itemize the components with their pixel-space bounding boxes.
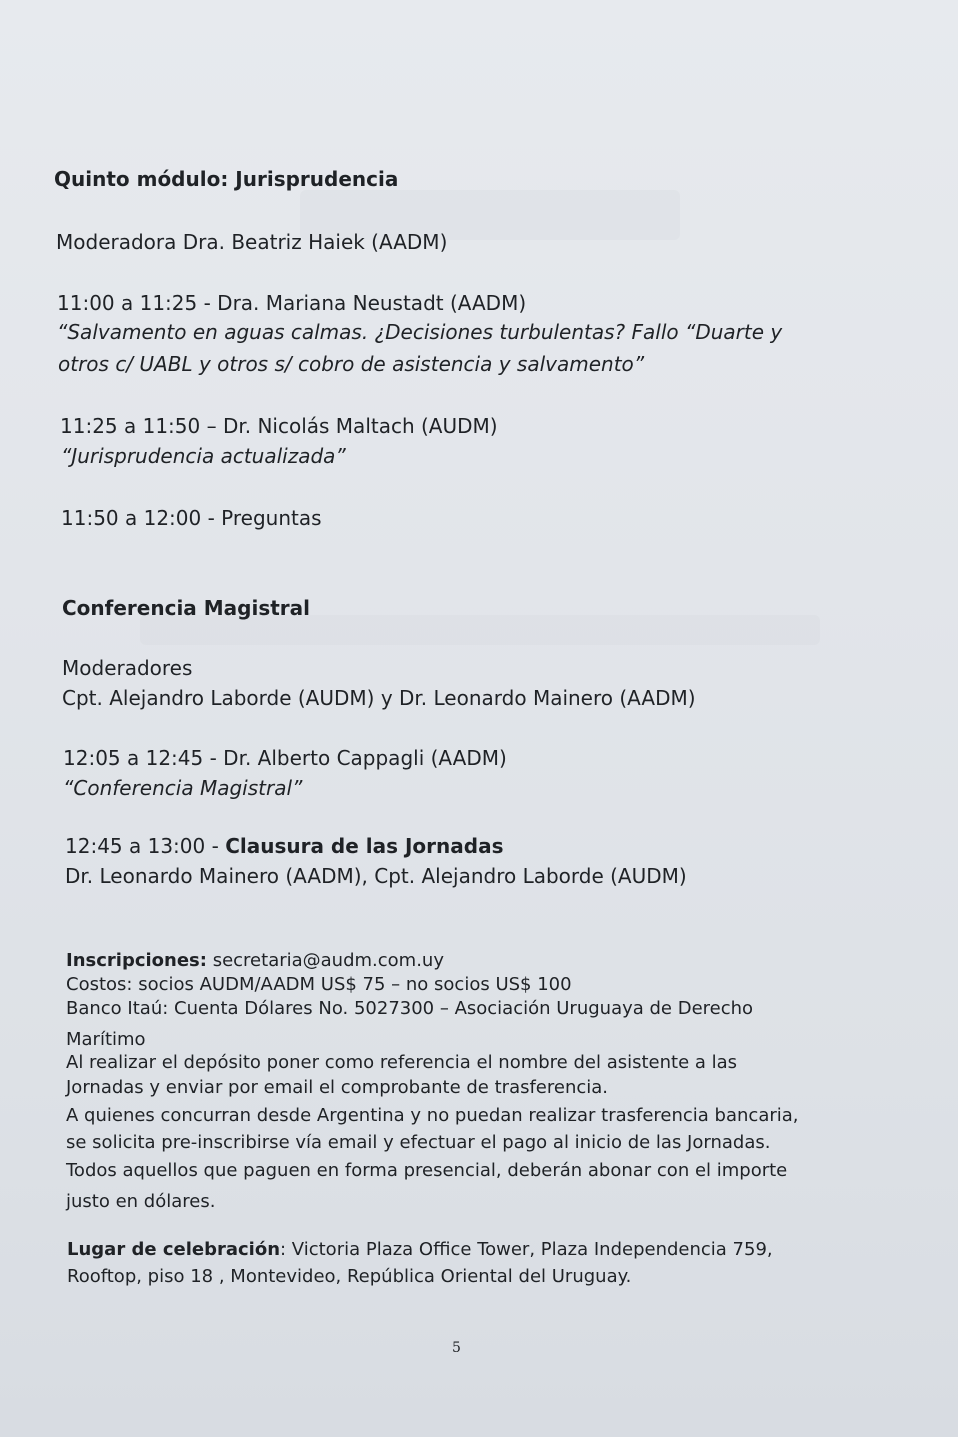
closing-people: Dr. Leonardo Mainero (AADM), Cpt. Alejandro Laborde (AUDM) xyxy=(65,864,687,888)
closing-line xyxy=(65,836,503,856)
venue-line: Rooftop, piso 18 , Montevideo, República Oriental del Uruguay. xyxy=(67,1266,632,1287)
talk-title: “Conferencia Magistral” xyxy=(63,776,303,800)
registration-label: Inscripciones: xyxy=(66,950,207,971)
deposit-line: Jornadas y enviar por email el comprobante de trasferencia. xyxy=(66,1077,609,1098)
bank-line: Marítimo xyxy=(66,1029,146,1050)
talk-title: “Salvamento en aguas calmas. ¿Decisiones turbulentas? Fallo “Duarte y xyxy=(57,320,783,344)
cash-line: justo en dólares. xyxy=(66,1191,216,1212)
section-heading: Conferencia Magistral xyxy=(62,596,311,620)
section-heading: Quinto módulo: Jurisprudencia xyxy=(54,167,399,191)
venue-label: Lugar de celebración xyxy=(67,1239,281,1260)
bank-line: Banco Itaú: Cuenta Dólares No. 5027300 – Asociación Uruguaya de Derecho xyxy=(66,998,754,1019)
argentina-line: A quienes concurran desde Argentina y no puedan realizar trasferencia bancaria, xyxy=(66,1105,799,1126)
moderators-line: Cpt. Alejandro Laborde (AUDM) y Dr. Leonardo Mainero (AADM) xyxy=(62,686,696,710)
talk-title: otros c/ UABL y otros s/ cobro de asistencia y salvamento” xyxy=(58,352,645,376)
questions-line: 11:50 a 12:00 - Preguntas xyxy=(61,506,322,530)
venue-line xyxy=(67,1241,773,1259)
talk-title: “Jurisprudencia actualizada” xyxy=(61,444,346,468)
talk-time-speaker: 12:05 a 12:45 - Dr. Alberto Cappagli (AADM) xyxy=(63,746,507,770)
talk-time-speaker: 11:00 a 11:25 - Dra. Mariana Neustadt (AADM) xyxy=(57,291,527,315)
cash-line: Todos aquellos que paguen en forma presencial, deberán abonar con el importe xyxy=(66,1160,788,1181)
registration-line xyxy=(66,952,444,970)
closing-label: Clausura de las Jornadas xyxy=(225,834,504,858)
venue-address: : Victoria Plaza Office Tower, Plaza Independencia 759, xyxy=(280,1239,773,1260)
argentina-line: se solicita pre-inscribirse vía email y efectuar el pago al inicio de las Jornadas. xyxy=(66,1132,771,1153)
moderator-line: Moderadora Dra. Beatriz Haiek (AADM) xyxy=(56,230,448,254)
closing-time: 12:45 a 13:00 - xyxy=(65,834,219,858)
costs-line: Costos: socios AUDM/AADM US$ 75 – no socios US$ 100 xyxy=(66,974,572,995)
talk-time-speaker: 11:25 a 11:50 – Dr. Nicolás Maltach (AUDM) xyxy=(60,414,498,438)
registration-email: secretaria@audm.com.uy xyxy=(212,950,444,971)
page-number: 5 xyxy=(452,1340,461,1356)
deposit-line: Al realizar el depósito poner como referencia el nombre del asistente a las xyxy=(66,1052,738,1073)
moderators-label: Moderadores xyxy=(62,656,193,680)
